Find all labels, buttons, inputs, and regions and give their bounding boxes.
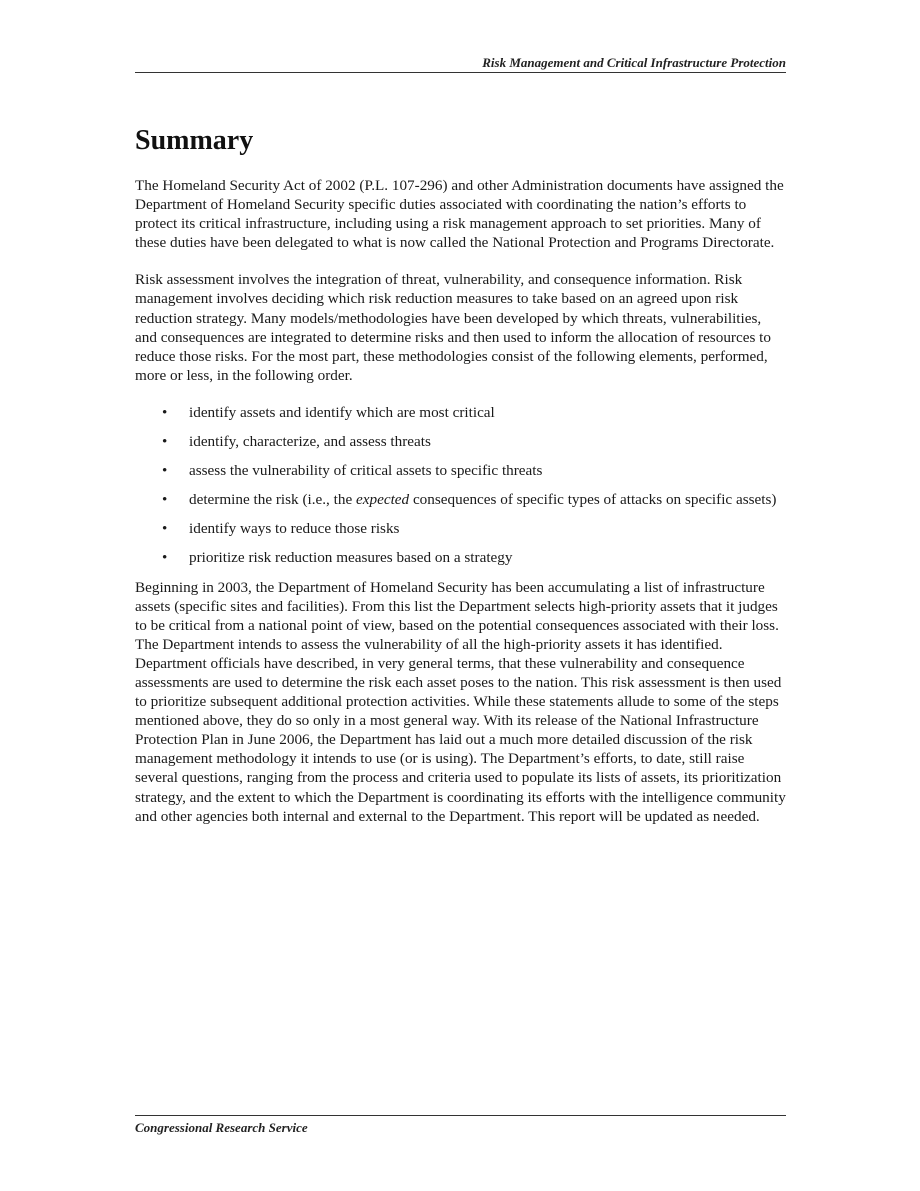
list-item-text: prioritize risk reduction measures based on a strategy	[189, 549, 513, 567]
list-item	[135, 548, 786, 567]
list-item-emphasis: expected	[356, 491, 410, 509]
list-item	[135, 519, 786, 538]
bullet-icon: •	[162, 403, 168, 421]
paragraph-dhs-activities: Beginning in 2003, the Department of Homeland Security has been accumulating a list of infrastructure assets (specific sites and facilities). From this list the Department selects high-priority assets that it judges to be critical from a national point of view, based on the potential consequences associated with their loss. The Department intends to assess the vulnerability of all the high-priority assets it has identified. Department officials have described, in very general terms, that these vulnerability and consequence assessments are used to determine the risk each asset poses to the nation. This risk assessment is then used to prioritize subsequent additional protection activities. While these statements allude to some of the steps mentioned above, they do so only in a most general way. With its release of the National Infrastructure Protection Plan in June 2006, the Department has laid out a much more detailed discussion of the risk management methodology it intends to use (or is using). The Department’s efforts, to date, still raise several questions, ranging from the process and criteria used to populate its lists of assets, its prioritization strategy, and the extent to which the Department is coordinating its efforts with the intelligence community and other agencies both internal and external to the Department. This report will be updated as needed.	[135, 578, 786, 825]
header-rule	[135, 72, 786, 73]
paragraph-intro: The Homeland Security Act of 2002 (P.L. 107-296) and other Administration documents have assigned the Department of Homeland Security specific duties associated with coordinating the nation’s efforts to protect its critical infrastructure, including using a risk management approach to set priorities. Many of these duties have been delegated to what is now called the National Protection and Programs Directorate.	[135, 177, 784, 252]
methodology-list	[135, 403, 786, 568]
running-footer: Congressional Research Service	[135, 1120, 308, 1135]
bullet-icon: •	[162, 433, 168, 451]
paragraph-risk-assessment: Risk assessment involves the integration of threat, vulnerability, and consequence information. Risk management involves deciding which risk reduction measures to take based on an agreed upon risk reduction strategy. Many models/methodologies have been developed by which threats, vulnerabilities, and consequences are integrated to determine risks and then used to inform the allocation of resources to reduce those risks. For the most part, these methodologies consist of the following elements, performed, more or less, in the following order.	[135, 271, 771, 384]
list-item-text: identify ways to reduce those risks	[189, 520, 400, 538]
list-item	[135, 432, 786, 451]
list-item-text: assess the vulnerability of critical assets to specific threats	[189, 462, 543, 480]
list-item-text-start: determine the risk (i.e., the	[189, 491, 357, 509]
footer-rule	[135, 1115, 786, 1116]
section-title: Summary	[135, 125, 254, 156]
list-item	[135, 461, 786, 480]
bullet-icon: •	[162, 491, 168, 509]
list-item-text-end: consequences of specific types of attacks on specific assets)	[409, 491, 777, 509]
bullet-icon: •	[162, 549, 168, 567]
running-header: Risk Management and Critical Infrastructure Protection	[482, 55, 786, 70]
bullet-icon: •	[162, 462, 168, 480]
list-item-text: identify, characterize, and assess threats	[189, 433, 431, 451]
list-item-text: identify assets and identify which are most critical	[189, 403, 495, 421]
list-item	[135, 403, 786, 422]
list-item	[135, 490, 786, 509]
bullet-icon: •	[162, 520, 168, 538]
document-body	[135, 176, 786, 844]
